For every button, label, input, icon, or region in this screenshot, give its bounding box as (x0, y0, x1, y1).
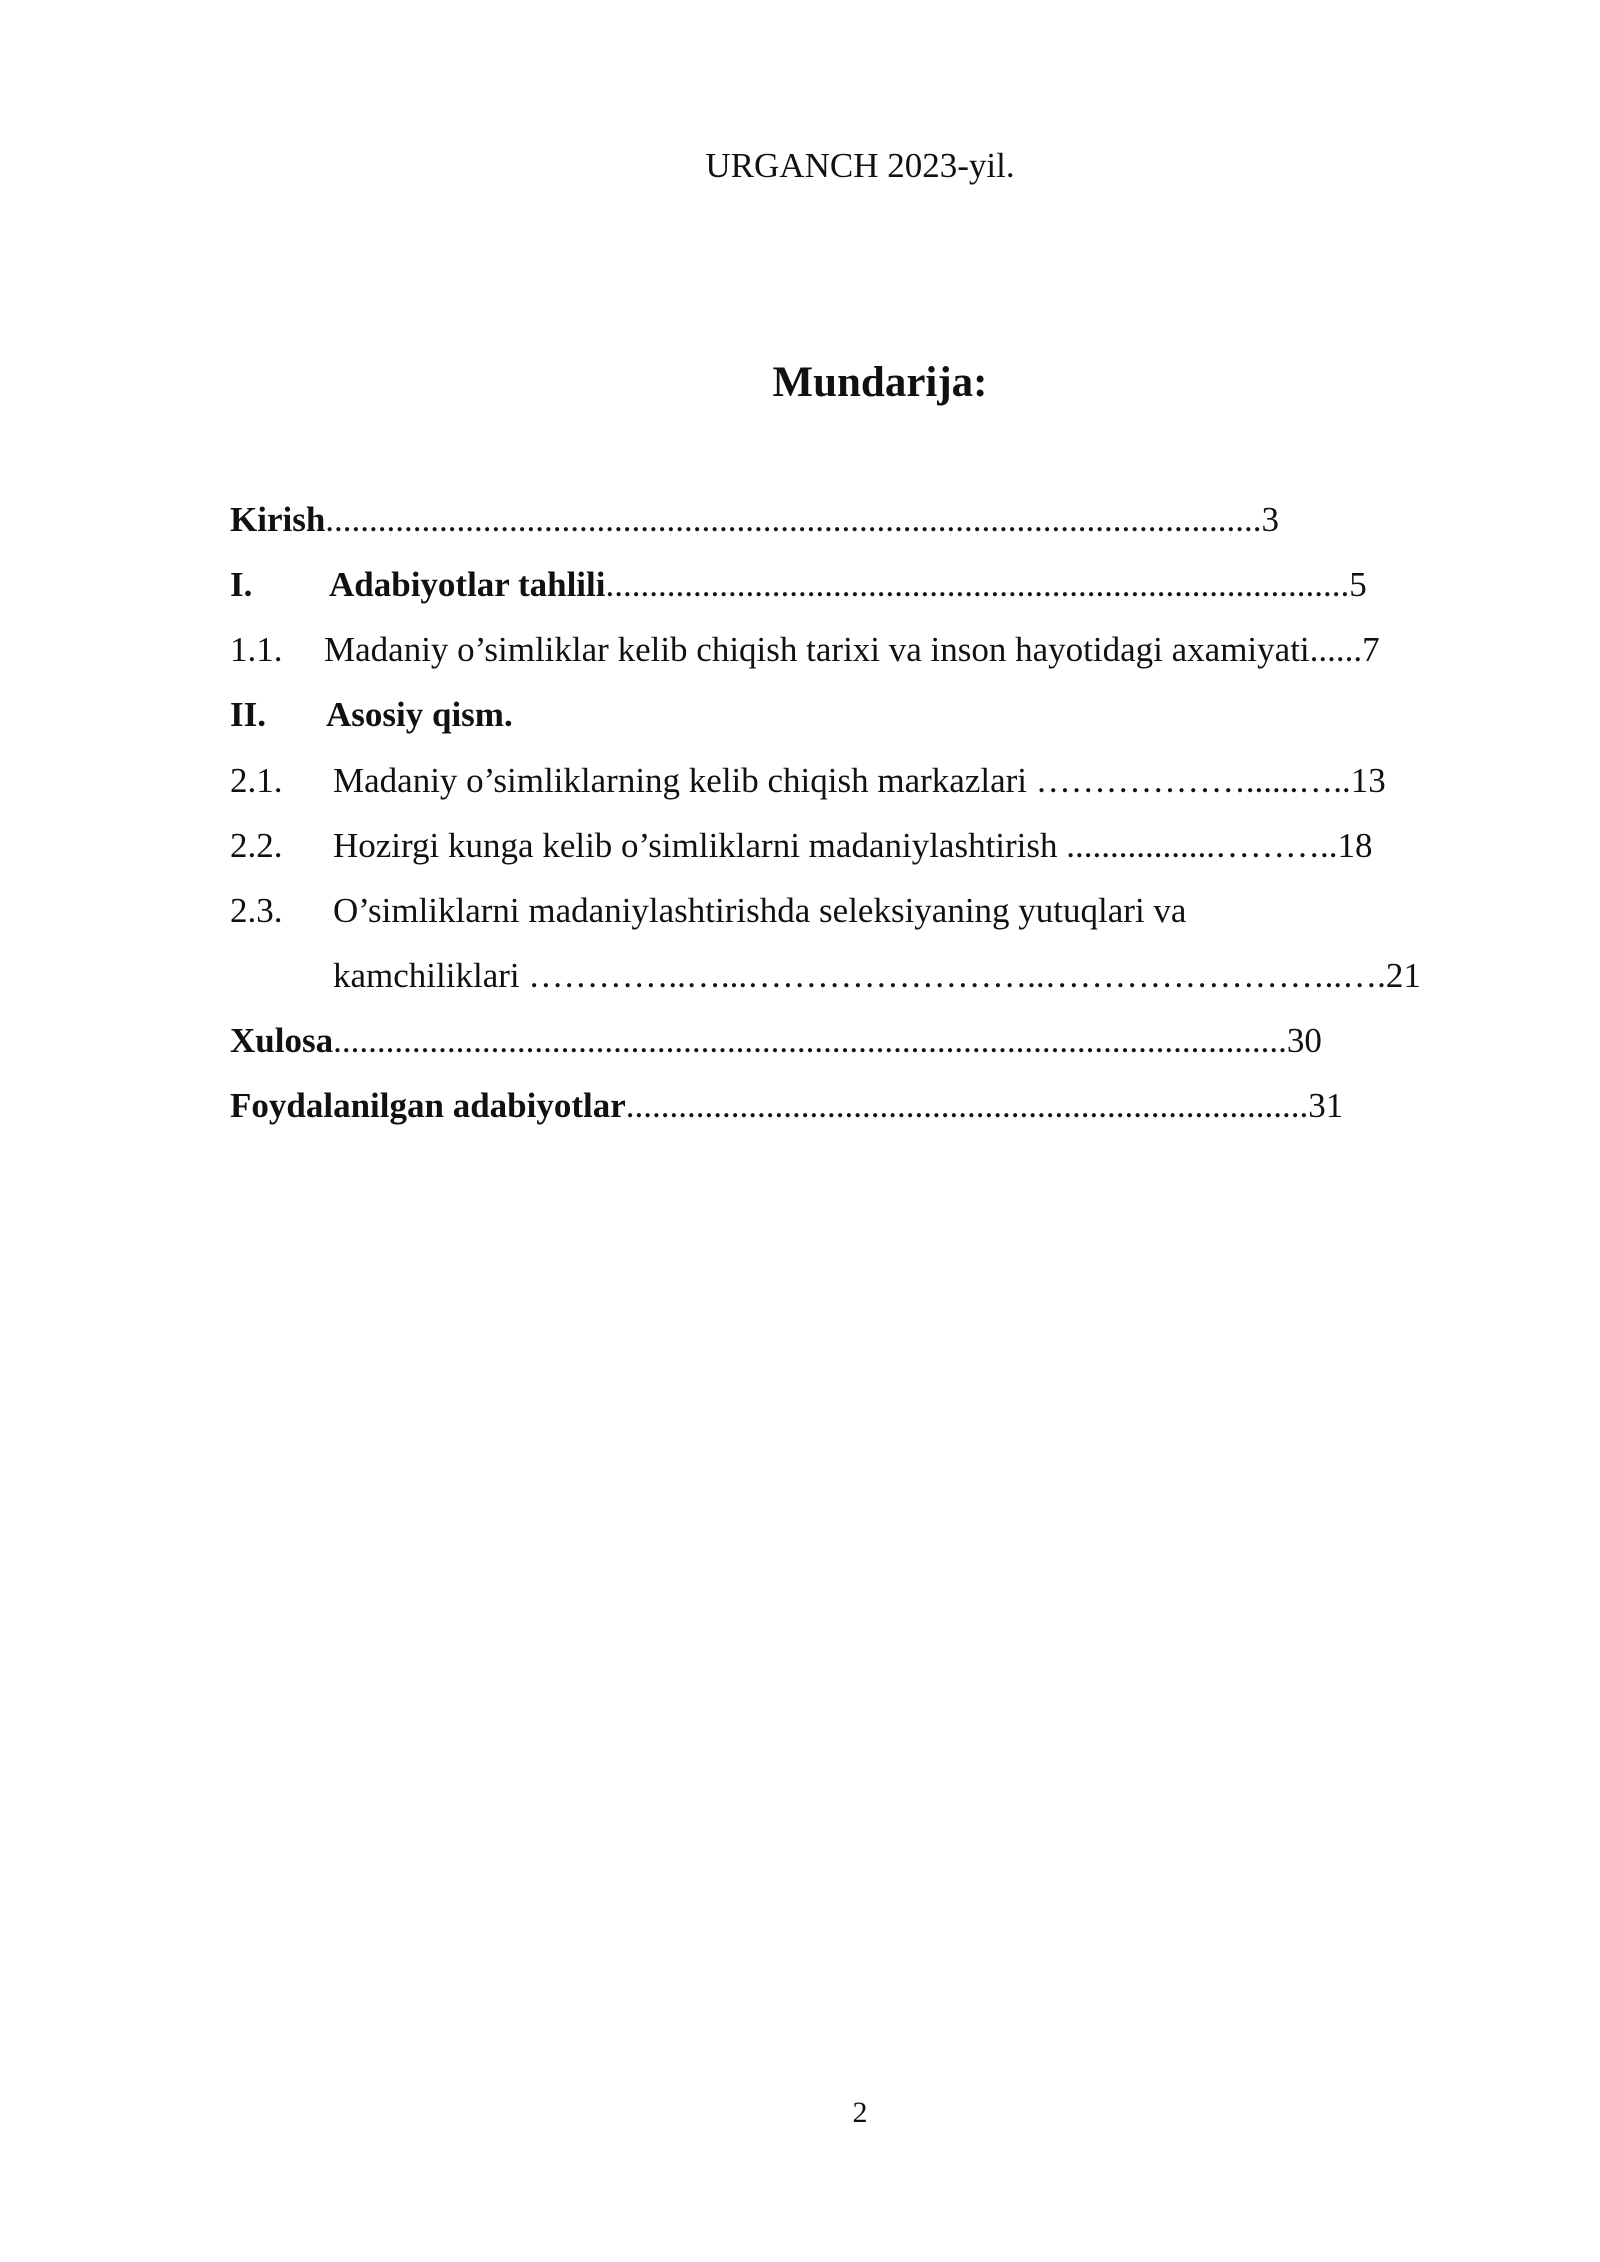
toc-entry-xulosa (230, 1019, 1322, 1063)
toc-entry-title: Foydalanilgan adabiyotlar (230, 1086, 626, 1125)
toc-leader-dots: ............................................................................................................. (333, 1021, 1287, 1060)
toc-leader-dots: ........................................................................................................... (325, 500, 1262, 539)
toc-entry-title: Madaniy o’simliklar kelib chiqish tarixi va inson hayotidagi axamiyati......7 (324, 630, 1380, 669)
toc-title: Mundarija: (772, 359, 988, 406)
toc-entry-title: Xulosa (230, 1021, 334, 1060)
toc-entry-number: II. (230, 695, 266, 734)
toc-leader-dots: .............................................................................. (625, 1086, 1309, 1125)
toc-entry-title: O’simliklarni madaniylashtirishda seleksiyaning yutuqlari va (333, 891, 1187, 930)
toc-entry-2-3-continuation (333, 954, 1421, 998)
toc-page-number: 31 (1308, 1086, 1344, 1125)
toc-entry-title: Adabiyotlar tahlili (329, 565, 606, 604)
toc-entry-number: 1.1. (230, 630, 283, 669)
toc-entry-title: Asosiy qism. (326, 695, 513, 734)
toc-entry-number: 2.2. (230, 826, 283, 865)
page-number: 2 (852, 2096, 868, 2129)
toc-entry-title: kamchiliklari …………..…...……………………..……………………..….21 (333, 956, 1421, 995)
toc-entry-title: Kirish (230, 500, 326, 539)
toc-page-number: 5 (1349, 565, 1367, 604)
toc-entry-foydalanilgan-adabiyotlar (230, 1084, 1343, 1128)
toc-leader-dots: ..................................................................................... (605, 565, 1350, 604)
toc-entry-asosiy-qism (230, 693, 513, 737)
toc-page-number: 30 (1286, 1021, 1322, 1060)
toc-entry-2-2 (230, 824, 1373, 868)
toc-entry-number: 2.3. (230, 891, 283, 930)
toc-entry-kirish (230, 498, 1279, 542)
toc-entry-number: 2.1. (230, 761, 283, 800)
city-year-line: URGANCH 2023-yil. (705, 146, 1015, 185)
toc-entry-2-1 (230, 759, 1386, 803)
toc-entry-adabiyotlar-tahlili (230, 563, 1367, 607)
toc-entry-number: I. (230, 565, 253, 604)
toc-entry-2-3 (230, 889, 1186, 933)
toc-entry-1-1 (230, 628, 1380, 672)
toc-page-number: 3 (1261, 500, 1280, 539)
toc-entry-title: Madaniy o’simliklarning kelib chiqish markazlari ………………......…..13 (333, 761, 1386, 800)
toc-entry-title: Hozirgi kunga kelib o’simliklarni madaniylashtirish .................………..18 (333, 826, 1373, 865)
